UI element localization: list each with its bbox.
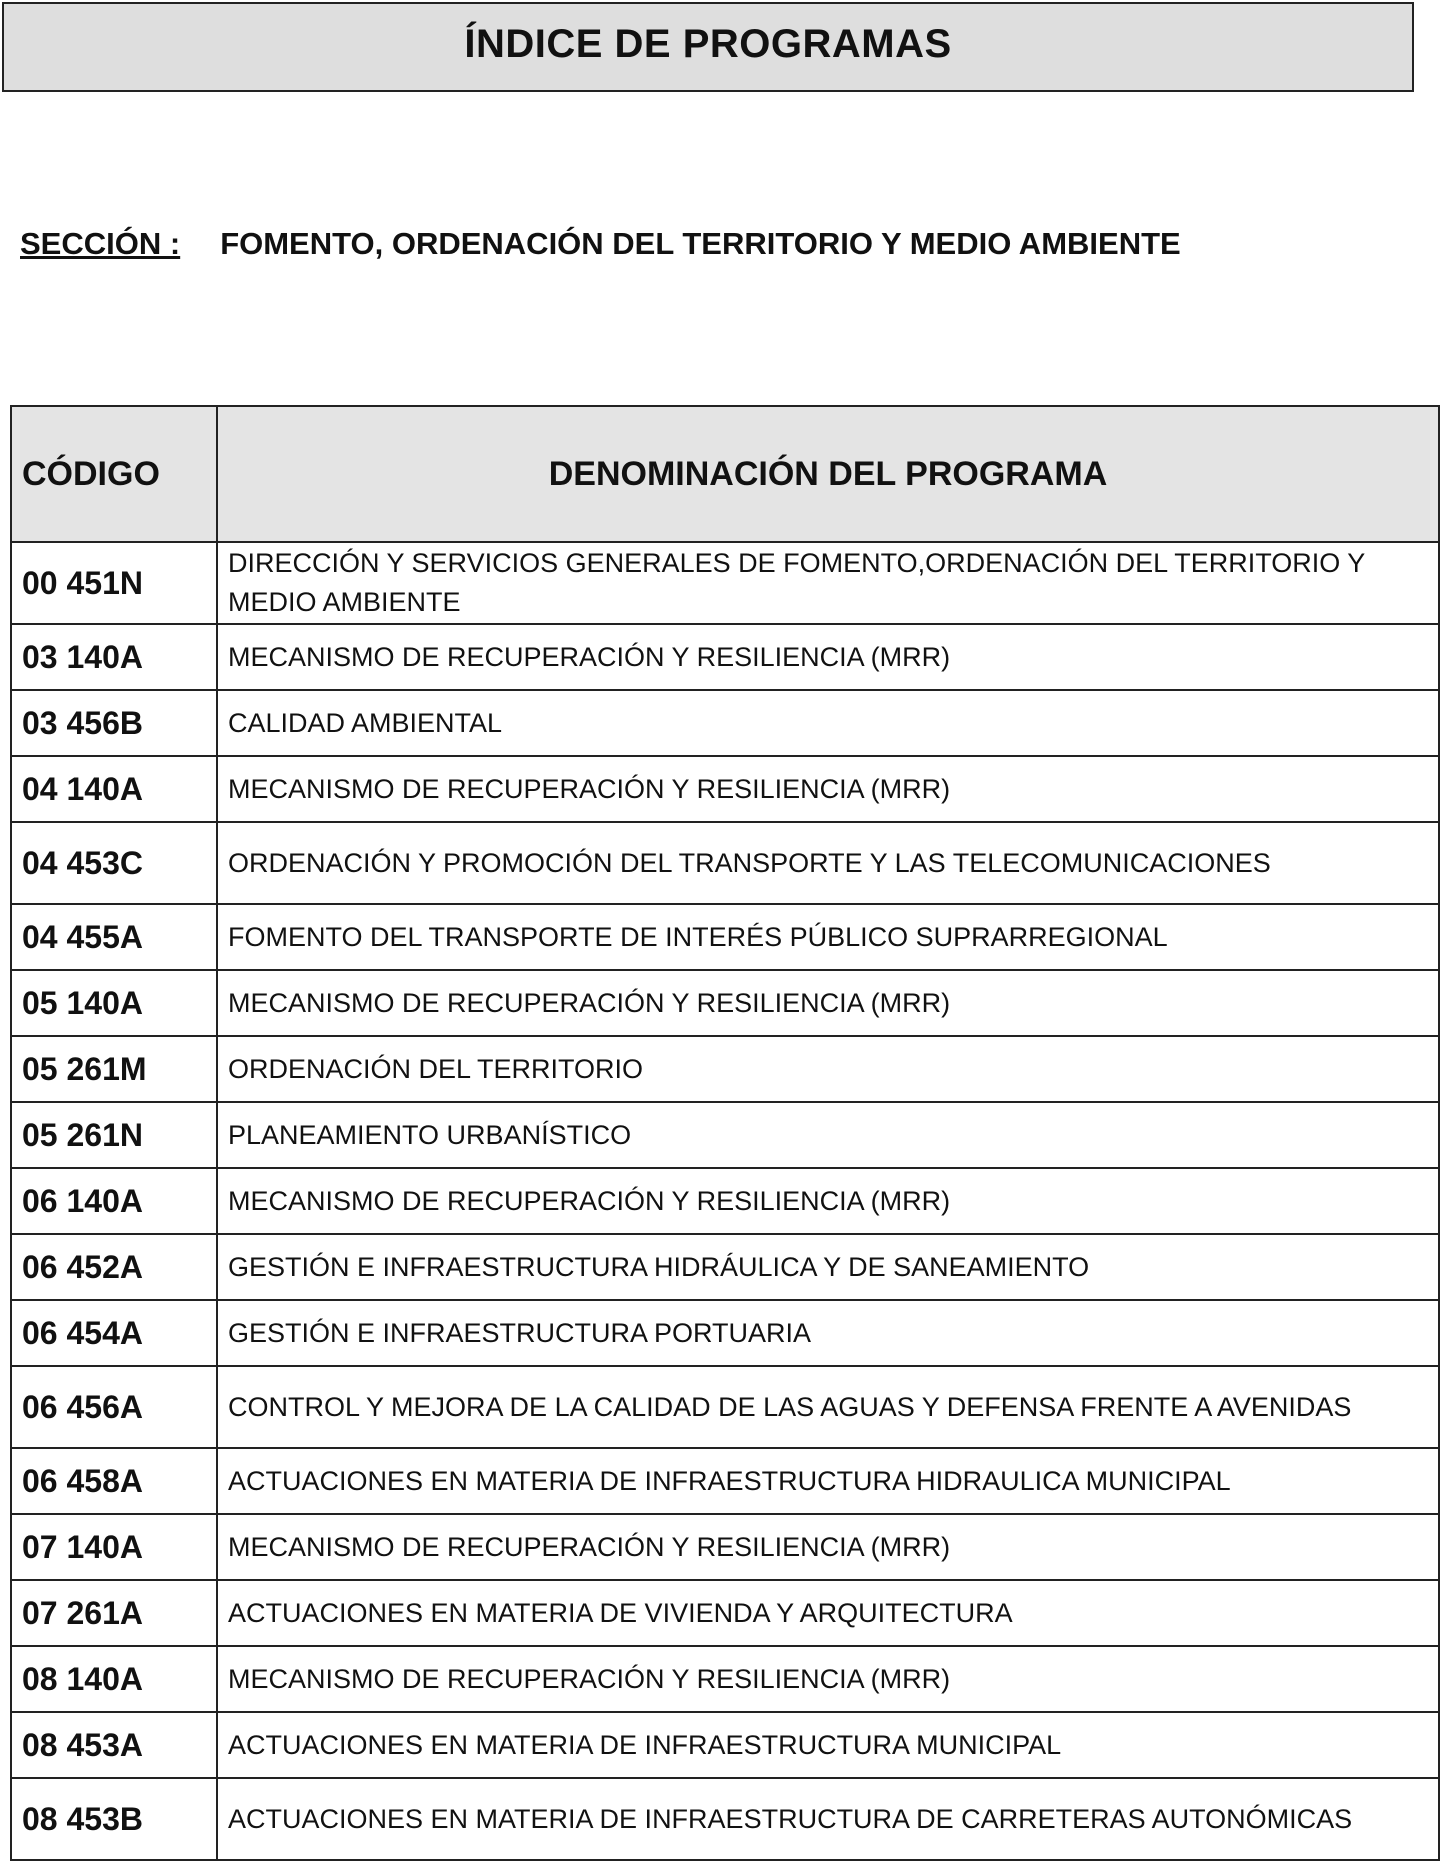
- table-row: [11, 690, 1439, 756]
- program-code: 03 456B: [11, 690, 217, 756]
- program-code: 06 452A: [11, 1234, 217, 1300]
- program-code: 05 261M: [11, 1036, 217, 1102]
- table-row: [11, 1234, 1439, 1300]
- table-row: [11, 1168, 1439, 1234]
- program-code: 08 140A: [11, 1646, 217, 1712]
- program-name: GESTIÓN E INFRAESTRUCTURA PORTUARIA: [217, 1300, 1439, 1366]
- title-box: [2, 2, 1414, 92]
- program-code: 05 140A: [11, 970, 217, 1036]
- table-row: [11, 1036, 1439, 1102]
- program-code: 03 140A: [11, 624, 217, 690]
- table-row: [11, 1712, 1439, 1778]
- header-name: DENOMINACIÓN DEL PROGRAMA: [217, 406, 1439, 542]
- table-row: [11, 624, 1439, 690]
- table-row: [11, 1102, 1439, 1168]
- program-code: 04 140A: [11, 756, 217, 822]
- program-name: ACTUACIONES EN MATERIA DE VIVIENDA Y ARQUITECTURA: [217, 1580, 1439, 1646]
- section-value: FOMENTO, ORDENACIÓN DEL TERRITORIO Y MEDIO AMBIENTE: [220, 226, 1181, 261]
- program-name: FOMENTO DEL TRANSPORTE DE INTERÉS PÚBLICO SUPRARREGIONAL: [217, 904, 1439, 970]
- program-name: ORDENACIÓN Y PROMOCIÓN DEL TRANSPORTE Y LAS TELECOMUNICACIONES: [217, 822, 1439, 904]
- program-code: 07 140A: [11, 1514, 217, 1580]
- table-row: [11, 970, 1439, 1036]
- table-row: [11, 1448, 1439, 1514]
- section-heading: [20, 226, 1181, 262]
- table-row: [11, 756, 1439, 822]
- program-code: 07 261A: [11, 1580, 217, 1646]
- table-row: [11, 1778, 1439, 1860]
- program-name: ACTUACIONES EN MATERIA DE INFRAESTRUCTURA DE CARRETERAS AUTONÓMICAS: [217, 1778, 1439, 1860]
- table-row: [11, 1514, 1439, 1580]
- program-name: MECANISMO DE RECUPERACIÓN Y RESILIENCIA (MRR): [217, 624, 1439, 690]
- program-name: PLANEAMIENTO URBANÍSTICO: [217, 1102, 1439, 1168]
- program-code: 06 454A: [11, 1300, 217, 1366]
- table-row: [11, 904, 1439, 970]
- program-name: MECANISMO DE RECUPERACIÓN Y RESILIENCIA (MRR): [217, 1646, 1439, 1712]
- program-name: MECANISMO DE RECUPERACIÓN Y RESILIENCIA (MRR): [217, 756, 1439, 822]
- table-row: [11, 542, 1439, 624]
- program-name: CONTROL Y MEJORA DE LA CALIDAD DE LAS AGUAS Y DEFENSA FRENTE A AVENIDAS: [217, 1366, 1439, 1448]
- program-name: MECANISMO DE RECUPERACIÓN Y RESILIENCIA (MRR): [217, 970, 1439, 1036]
- program-name: ORDENACIÓN DEL TERRITORIO: [217, 1036, 1439, 1102]
- program-name: DIRECCIÓN Y SERVICIOS GENERALES DE FOMENTO,ORDENACIÓN DEL TERRITORIO Y MEDIO AMBIENTE: [217, 542, 1439, 624]
- programs-table: [10, 405, 1440, 1861]
- table-row: [11, 1646, 1439, 1712]
- program-name: MECANISMO DE RECUPERACIÓN Y RESILIENCIA (MRR): [217, 1168, 1439, 1234]
- program-code: 00 451N: [11, 542, 217, 624]
- program-code: 08 453A: [11, 1712, 217, 1778]
- program-code: 06 458A: [11, 1448, 217, 1514]
- section-label: SECCIÓN :: [20, 226, 181, 261]
- program-code: 06 456A: [11, 1366, 217, 1448]
- table-row: [11, 1300, 1439, 1366]
- program-name: GESTIÓN E INFRAESTRUCTURA HIDRÁULICA Y DE SANEAMIENTO: [217, 1234, 1439, 1300]
- program-code: 05 261N: [11, 1102, 217, 1168]
- program-code: 04 453C: [11, 822, 217, 904]
- program-name: MECANISMO DE RECUPERACIÓN Y RESILIENCIA (MRR): [217, 1514, 1439, 1580]
- program-name: ACTUACIONES EN MATERIA DE INFRAESTRUCTURA MUNICIPAL: [217, 1712, 1439, 1778]
- program-name: CALIDAD AMBIENTAL: [217, 690, 1439, 756]
- table-row: [11, 1580, 1439, 1646]
- program-code: 04 455A: [11, 904, 217, 970]
- table-row: [11, 1366, 1439, 1448]
- header-code: CÓDIGO: [11, 406, 217, 542]
- page-title: ÍNDICE DE PROGRAMAS: [464, 22, 952, 66]
- table-header-row: [11, 406, 1439, 542]
- program-code: 06 140A: [11, 1168, 217, 1234]
- program-name: ACTUACIONES EN MATERIA DE INFRAESTRUCTURA HIDRAULICA MUNICIPAL: [217, 1448, 1439, 1514]
- program-code: 08 453B: [11, 1778, 217, 1860]
- table-row: [11, 822, 1439, 904]
